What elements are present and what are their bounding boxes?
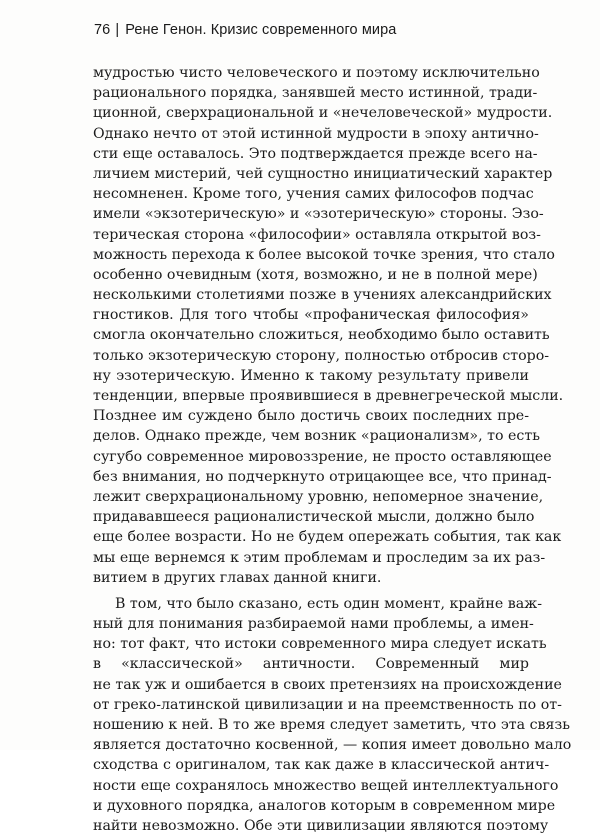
text-line: придававшееся рационалистической мысли, должно было xyxy=(93,509,535,526)
text-line: сугубо современное мировоззрение, не просто оставляющее xyxy=(93,448,552,465)
text-line: без внимания, но подчеркнуто отрицающее все, что принад- xyxy=(93,468,552,485)
text-line: от греко-латинской цивилизации и на преемственность по от- xyxy=(93,696,562,713)
text-line: не так уж и ошибается в своих претензиях на происхождение xyxy=(93,676,562,693)
text-line: несомненен. Кроме того, учения самих философов подчас xyxy=(93,186,534,203)
text-line: сходства с оригиналом, так как даже в классической антич- xyxy=(93,757,550,774)
text-line: терическая сторона «философии» оставляла открытой воз- xyxy=(93,226,541,243)
text-line: В том, что было сказано, есть один момент, крайне важ- xyxy=(115,595,543,612)
text-line: ну эзотерическую. Именно к такому результату привели xyxy=(93,367,529,384)
running-title: Рене Генон. Кризис современного мира xyxy=(125,22,397,38)
text-line: ционной, сверхрациональной и «нечеловеческой» мудрости. xyxy=(93,105,553,122)
text-line: сти еще оставалось. Это подтверждается прежде всего на- xyxy=(93,145,538,162)
text-line: несколькими столетиями позже в учениях александрийских xyxy=(93,287,552,304)
text-line: можность перехода к более высокой точке зрения, что стало xyxy=(93,246,555,263)
text-line: особенно очевидным (хотя, возможно, и не в полной мере) xyxy=(93,266,538,283)
text-line: еще более возрасти. Но не будем опережать события, так как xyxy=(93,529,562,546)
text-line: мы еще вернемся к этим проблемам и проследим за их раз- xyxy=(93,549,546,566)
text-line: найти невозможно. Обе эти цивилизации являются поэтому xyxy=(93,817,549,834)
header-separator: | xyxy=(115,22,120,38)
text-line: тенденции, впервые проявившиеся в древнегреческой мысли. xyxy=(93,388,564,404)
text-line: но: тот факт, что истоки современного мира следует искать xyxy=(93,636,547,653)
text-line: лежит сверхрациональному уровню, непомерное значение, xyxy=(93,488,544,505)
text-line: рационального порядка, занявшей место истинной, тради- xyxy=(93,85,538,102)
text-line: витием в других главах данной книги. xyxy=(93,569,382,586)
body-text xyxy=(93,63,572,836)
text-line: гностиков. Для того чтобы «профаническая философия» xyxy=(93,307,529,324)
text-line: Однако нечто от этой истинной мудрости в эпоху антично- xyxy=(93,125,539,142)
text-line: является достаточно косвенной, — копия имеет довольно мало xyxy=(93,737,572,754)
text-line: делов. Однако прежде, чем возник «рационализм», то есть xyxy=(93,428,540,445)
text-line: только экзотерическую сторону, полностью отбросив сторо- xyxy=(93,347,550,364)
running-header xyxy=(94,22,396,38)
text-line: в «классической» античности. Современный мир xyxy=(93,656,529,673)
text-line: ношению к ней. В то же время следует заметить, что эта связь xyxy=(93,717,570,733)
text-line: Позднее им суждено было достичь своих последних пре- xyxy=(93,408,529,425)
text-line: смогла окончательно сложиться, необходимо было оставить xyxy=(93,327,550,344)
text-line: мудростью чисто человеческого и поэтому исключительно xyxy=(93,65,540,81)
paragraph xyxy=(93,594,572,836)
text-line: личием мистерий, чей сущностно инициатический характер xyxy=(93,165,553,182)
text-line: и духовного порядка, аналогов которым в современном мире xyxy=(93,797,556,814)
text-line: ности еще сохранялось множество вещей интеллектуального xyxy=(93,777,559,794)
text-line: имели «экзотерическую» и «эзотерическую» стороны. Эзо- xyxy=(93,206,544,223)
text-line: ный для понимания разбираемой нами проблемы, а имен- xyxy=(93,616,534,633)
paragraph xyxy=(93,63,564,588)
page-number: 76 xyxy=(94,22,111,38)
